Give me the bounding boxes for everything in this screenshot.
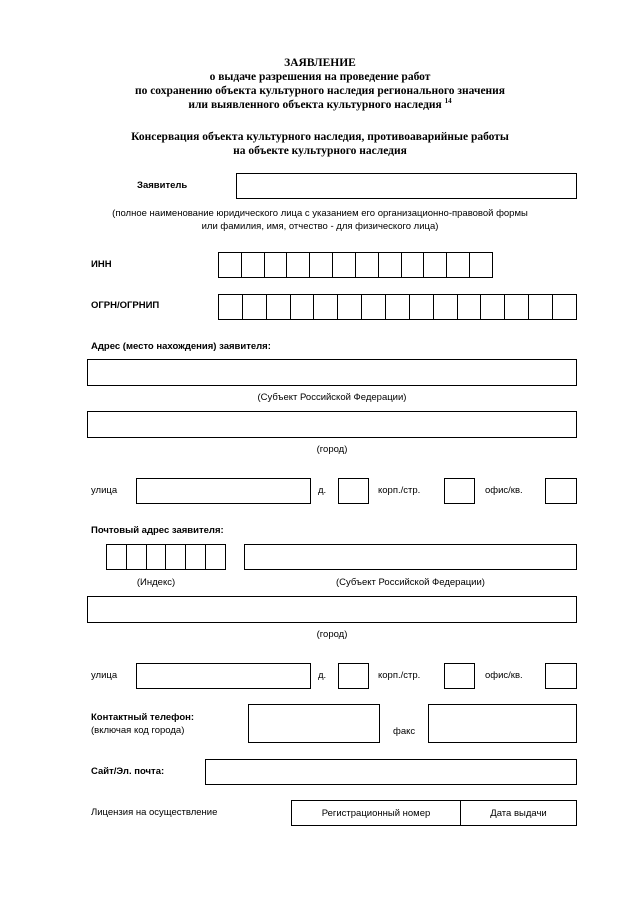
postal-city-caption: (город): [316, 629, 348, 640]
inn-cell[interactable]: [264, 253, 287, 277]
postal-office-field[interactable]: [545, 663, 577, 689]
subtitle-line-2: на объекте культурного наследия: [233, 145, 407, 157]
ogrn-label: ОГРН/ОГРНИП: [91, 300, 160, 311]
address-office-field[interactable]: [545, 478, 577, 504]
footnote-marker: 14: [444, 97, 452, 106]
inn-cell[interactable]: [446, 253, 469, 277]
applicant-field[interactable]: [236, 173, 577, 199]
fax-label: факс: [393, 726, 416, 737]
address-building-field[interactable]: [444, 478, 475, 504]
postal-index-cell[interactable]: [165, 545, 185, 569]
postal-index-cell[interactable]: [126, 545, 146, 569]
ogrn-cell[interactable]: [313, 295, 337, 319]
inn-cell[interactable]: [355, 253, 378, 277]
postal-region-field[interactable]: [244, 544, 577, 570]
inn-cell[interactable]: [309, 253, 332, 277]
applicant-label: Заявитель: [137, 180, 188, 191]
applicant-note-2: или фамилия, имя, отчество - для физического лица): [201, 221, 439, 232]
address-city-field[interactable]: [87, 411, 577, 438]
address-street-label: улица: [91, 485, 118, 496]
title-line-3: [0, 98, 640, 112]
phone-note: (включая код города): [91, 725, 185, 736]
ogrn-cell[interactable]: [337, 295, 361, 319]
postal-label: Почтовый адрес заявителя:: [91, 525, 224, 536]
subtitle-line-1: Консервация объекта культурного наследия, противоаварийные работы: [131, 131, 509, 143]
ogrn-cell[interactable]: [290, 295, 314, 319]
phone-field[interactable]: [248, 704, 380, 743]
postal-region-caption: (Субъект Российской Федерации): [336, 577, 485, 588]
applicant-note-1: (полное наименование юридического лица с указанием его организационно-правовой формы: [112, 208, 528, 219]
postal-house-label: д.: [318, 670, 327, 681]
ogrn-cell[interactable]: [552, 295, 576, 319]
site-email-label: Сайт/Эл. почта:: [91, 766, 165, 777]
phone-label: Контактный телефон:: [91, 712, 195, 723]
license-issue-date-header: Дата выдачи: [460, 801, 576, 825]
inn-field[interactable]: [218, 252, 493, 278]
ogrn-cell[interactable]: [457, 295, 481, 319]
inn-cell[interactable]: [401, 253, 424, 277]
ogrn-cell[interactable]: [480, 295, 504, 319]
ogrn-cell[interactable]: [409, 295, 433, 319]
ogrn-cell[interactable]: [504, 295, 528, 319]
postal-street-field[interactable]: [136, 663, 311, 689]
document-title: ЗАЯВЛЕНИЕ: [284, 57, 356, 69]
license-reg-number-header: Регистрационный номер: [321, 807, 431, 819]
postal-building-field[interactable]: [444, 663, 475, 689]
inn-cell[interactable]: [423, 253, 446, 277]
title-line-3-text: или выявленного объекта культурного наследия: [188, 99, 442, 111]
title-line-1: о выдаче разрешения на проведение работ: [209, 71, 431, 83]
inn-cell[interactable]: [332, 253, 355, 277]
inn-label: ИНН: [91, 259, 112, 270]
ogrn-cell[interactable]: [219, 295, 242, 319]
address-house-field[interactable]: [338, 478, 369, 504]
address-building-label: корп./стр.: [378, 485, 421, 496]
address-office-label: офис/кв.: [485, 485, 523, 496]
license-table: [291, 800, 577, 826]
ogrn-cell[interactable]: [385, 295, 409, 319]
inn-cell[interactable]: [378, 253, 401, 277]
fax-field[interactable]: [428, 704, 577, 743]
ogrn-cell[interactable]: [242, 295, 266, 319]
address-region-caption: (Субъект Российской Федерации): [257, 392, 407, 403]
inn-cell[interactable]: [469, 253, 492, 277]
postal-building-label: корп./стр.: [378, 670, 421, 681]
postal-index-cell[interactable]: [107, 545, 126, 569]
license-label: Лицензия на осуществление: [91, 807, 218, 818]
title-line-2: по сохранению объекта культурного наследия регионального значения: [134, 85, 506, 97]
ogrn-cell[interactable]: [361, 295, 385, 319]
address-city-caption: (город): [316, 444, 348, 455]
postal-index-cell[interactable]: [205, 545, 225, 569]
ogrn-cell[interactable]: [528, 295, 552, 319]
address-street-field[interactable]: [136, 478, 311, 504]
postal-index-caption: (Индекс): [136, 577, 176, 588]
ogrn-cell[interactable]: [433, 295, 457, 319]
postal-street-label: улица: [91, 670, 118, 681]
site-email-field[interactable]: [205, 759, 577, 785]
postal-office-label: офис/кв.: [485, 670, 523, 681]
ogrn-cell[interactable]: [266, 295, 290, 319]
postal-city-field[interactable]: [87, 596, 577, 623]
address-house-label: д.: [318, 485, 327, 496]
postal-index-cell[interactable]: [185, 545, 205, 569]
address-label: Адрес (место нахождения) заявителя:: [91, 341, 271, 352]
inn-cell[interactable]: [219, 253, 241, 277]
postal-index-field[interactable]: [106, 544, 226, 570]
inn-cell[interactable]: [286, 253, 309, 277]
ogrn-field[interactable]: [218, 294, 577, 320]
postal-house-field[interactable]: [338, 663, 369, 689]
postal-index-cell[interactable]: [146, 545, 166, 569]
inn-cell[interactable]: [241, 253, 264, 277]
address-region-field[interactable]: [87, 359, 577, 386]
